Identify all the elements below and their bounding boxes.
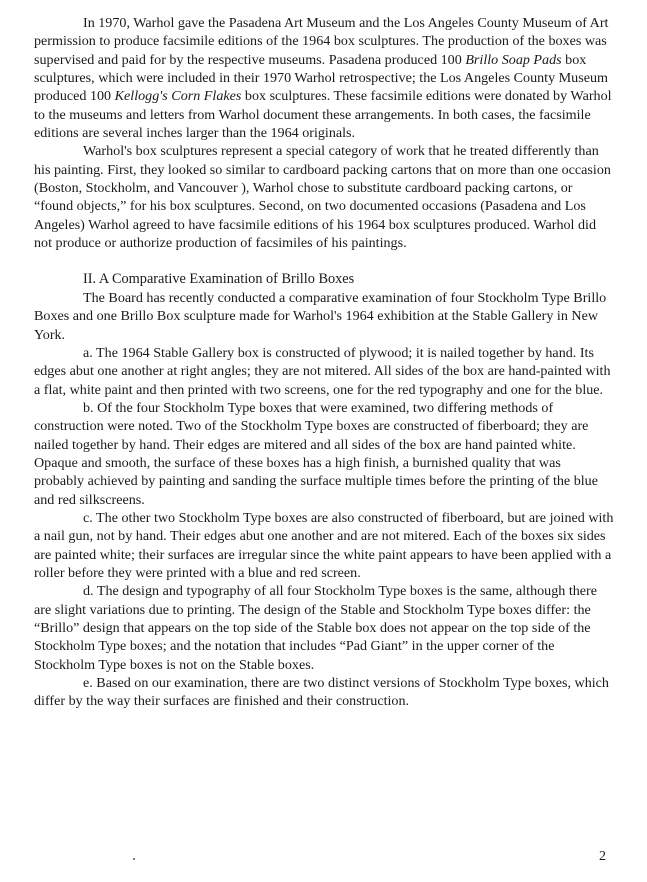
paragraph-facsimile-editions — [34, 14, 614, 142]
paragraph-special-category — [34, 142, 614, 252]
section-heading: II. A Comparative Examination of Brillo Boxes — [83, 271, 355, 288]
paragraph-item-e: e. Based on our examination, there are two distinct versions of Stockholm Type boxes, which differ by the way their surfaces are finished and their construction. — [34, 675, 609, 710]
text-segment: box sculptures, which were included in their 1970 Warhol retrospective; the Los Angeles County Museum produced 100 — [34, 51, 608, 105]
page-number: 2 — [599, 849, 606, 864]
paragraph-item-d: d. The design and typography of all four Stockholm Type boxes is the same, although there are slight variations due to printing. The design of the Stable and Stockholm Type boxes differ: the “Brillo” design that appears on the top side of the Stable box does not appear on the top side of the Stockholm Type boxes; and the notation that includes “Pad Giant” in the upper corner of the Stockholm Type boxes is not on the Stable boxes. — [34, 583, 597, 673]
italic-title-brillo-soap-pads: Brillo Soap Pads — [465, 51, 562, 68]
scan-speck — [133, 858, 135, 860]
italic-title-kelloggs-corn-flakes: Kellogg's Corn Flakes — [114, 88, 242, 105]
section-spacer — [34, 252, 614, 270]
document-page — [34, 14, 614, 711]
paragraph-item-b: b. Of the four Stockholm Type boxes that were examined, two differing methods of construction were noted. Two of the Stockholm Type boxes are constructed of fiberboard; they are nailed together by hand. Their edges are mitered and all sides of the box are hand painted white. Opaque and smooth, the surface of these boxes has a high finish, a burnished quality that was probably achieved by painting and sanding the surface multiple times before the printing of the blue and red silkscreens. — [34, 399, 598, 508]
text-segment: Warhol's box sculptures represent a special category of work that he treated differently than his painting. First, they looked so similar to cardboard packing cartons that on more than one occasion (Boston, Stockholm, and Vancouver ), Warhol chose to substitute cardboard packing cartons, or “found objects,” for his box sculptures. Second, on two documented occasions (Pasadena and Los Angeles) Warhol agreed to have facsimile editions of his 1964 box sculptures produced. Warhol did not produce or authorize production of facsimiles of his paintings. — [34, 143, 611, 252]
paragraph-board-examination: The Board has recently conducted a comparative examination of four Stockholm Type Brillo Boxes and one Brillo Box sculpture made for Warhol's 1964 exhibition at the Stable Gallery in New York. — [34, 289, 607, 343]
text-segment: In 1970, Warhol gave the Pasadena Art Museum and the Los Angeles County Museum of Art permission to produce facsimile editions of the 1964 box sculptures. The production of the boxes was supervised and paid for by the respective museums. Pasadena produced 100 — [34, 15, 609, 68]
paragraph-item-c: c. The other two Stockholm Type boxes are also constructed of fiberboard, but are joined with a nail gun, not by hand. Their edges abut one another and are not mitered. Each of the boxes six sides are painted white; their surfaces are irregular since the white paint appears to have been applied with a roller before they were printed with a blue and red screen. — [34, 509, 614, 581]
paragraph-item-a: a. The 1964 Stable Gallery box is constructed of plywood; it is nailed together by hand. Its edges abut one another at right angles; they are not mitered. All sides of the box are hand-painted with a flat, white paint and then printed with two screens, one for the red typography and one for the blue. — [34, 344, 611, 398]
text-segment: box sculptures. These facsimile editions were donated by Warhol to the museums and letters from Warhol document these arrangements. In both cases, the facsimile editions are several inches larger than the 1964 originals. — [34, 88, 612, 142]
